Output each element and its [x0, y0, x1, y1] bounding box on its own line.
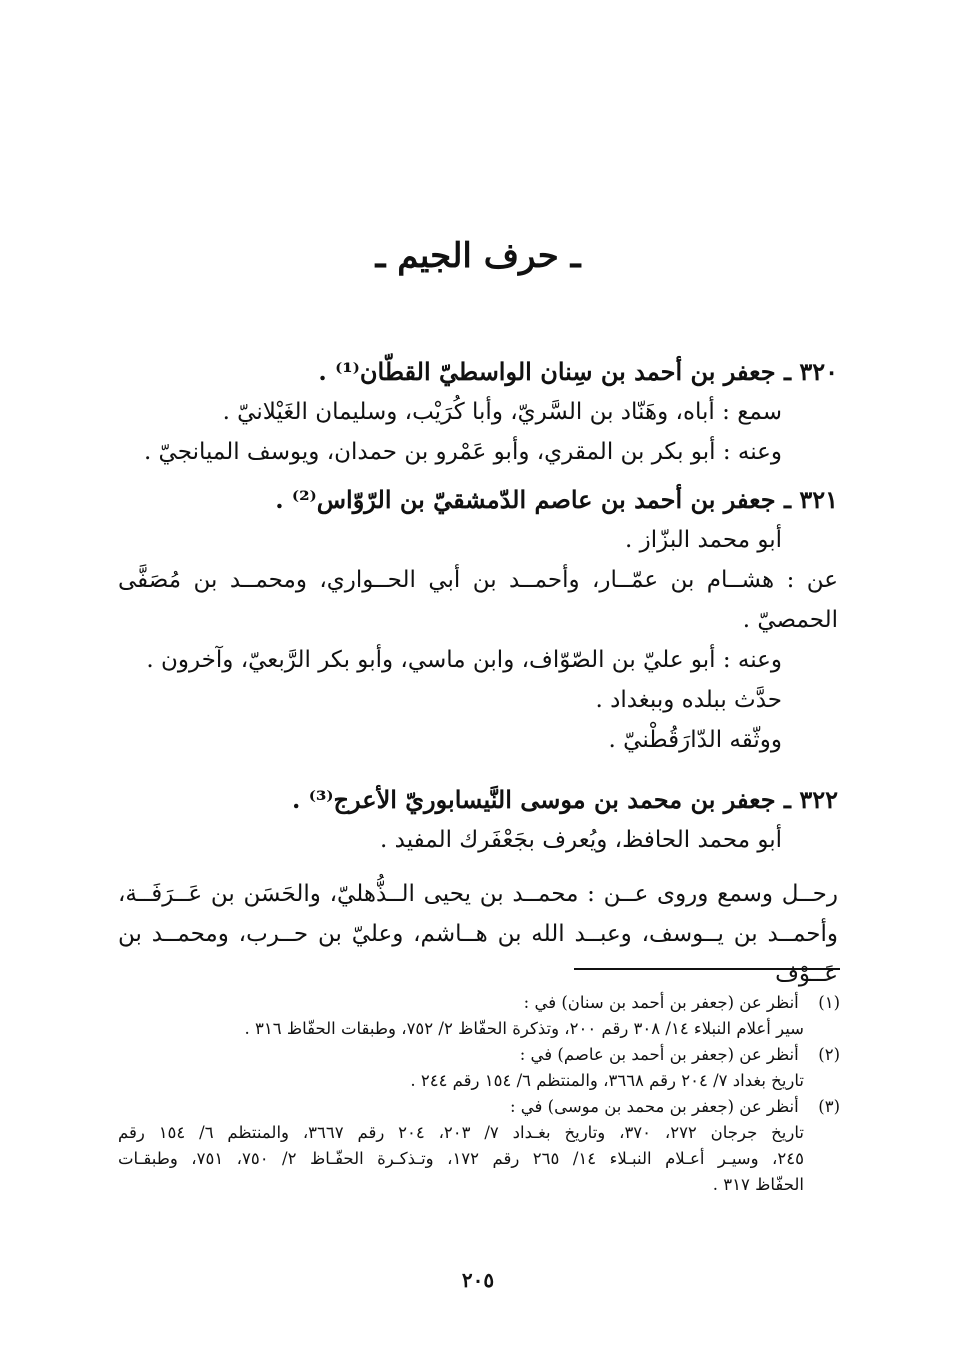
- footnote-source: ٢٤٥، وسيـر أعـلام النبـلاء ١٤/ ٢٦٥ رقم ١٧٢، وتـذكـرة الحفّـاظ ٢/ ٧٥٠، ٧٥١، وطبقـات: [118, 1149, 804, 1168]
- entry-heading: ٣٢١ ـ جعفر بن أحمد بن عاصم الدّمشقيّ بن الرّوّاس⁽²⁾ .: [275, 485, 838, 514]
- footnote-intro: أنظر عن (جعفر بن أحمد بن عاصم) في :: [519, 1045, 799, 1064]
- entry-heading: ٣٢٠ ـ جعفر بن أحمد بن سِنان الواسطيّ القطّان⁽¹⁾ .: [318, 357, 838, 386]
- footnote-source: تاريخ بغداد ٧/ ٢٠٤ رقم ٣٦٦٨، والمنتظم ٦/ ١٥٤ رقم ٢٤٤ .: [410, 1071, 804, 1090]
- footnote-source: الحفّاظ ٣١٧ .: [712, 1175, 804, 1194]
- footnote-number: (١): [818, 993, 840, 1012]
- entry-line: وعنه : أبو عليّ بن الصّوّاف، وابن ماسي، وأبو بكر الرَّبعيّ، وآخرون .: [146, 647, 782, 673]
- footnote-source: سير أعلام النبلاء ١٤/ ٣٠٨ رقم ٢٠٠، وتذكرة الحفّاظ ٢/ ٧٥٢، وطبقات الحفّاظ ٣١٦ .: [244, 1019, 804, 1038]
- entry-line: حدَّث ببلده وببغداد .: [595, 687, 782, 713]
- entry-line: وعنه : أبو بكر بن المقري، وأبو عَمْرو بن حمدان، ويوسف الميانجيّ .: [143, 439, 782, 465]
- entry-heading: ٣٢٢ ـ جعفر بن محمد بن موسى النَّيسابوريّ الأعرج⁽³⁾ .: [291, 785, 838, 814]
- footnote-source: تاريخ جرجان ٢٧٢، ٣٧٠، وتاريخ بغـداد ٧/ ٢٠٣، ٢٠٤ رقم ٣٦٦٧، والمنتظم ٦/ ١٥٤ رقم: [118, 1123, 804, 1142]
- footnote-1: [118, 990, 840, 1016]
- entry-320: [118, 352, 838, 472]
- footnote-2: [118, 1042, 840, 1068]
- entry-321: [118, 480, 838, 760]
- footnote-3: [118, 1094, 840, 1120]
- entry-line: سمع : أباه، وهَنّاد بن السَّريّ، وأبا كُرَيْب، وسليمان الغَيْلانيّ .: [222, 399, 782, 425]
- footnote-number: (٢): [818, 1045, 840, 1064]
- entry-line: أبو محمد البزّاز .: [625, 527, 782, 553]
- entry-line: ووثّقه الدّارَقُطْنيّ .: [608, 727, 782, 753]
- page-number: ٢٠٥: [461, 1268, 495, 1292]
- entry-line: عن : هشــام بن عمّــار، وأحمــد بن أبي الحــواري، ومحمــد بن مُصَفَّى: [118, 567, 838, 593]
- entry-line: وأحمــد بن يــوسف، وعبــد الله بن هــاشم، وعليّ بن حــرب، ومحمــد بن عَــوْف: [118, 921, 838, 987]
- footnote-number: (٣): [818, 1097, 840, 1116]
- entry-322: [118, 780, 838, 994]
- footnote-divider: [574, 968, 840, 970]
- footnote-intro: أنظر عن (جعفر بن أحمد بن سنان) في :: [523, 993, 799, 1012]
- footnotes: [118, 990, 840, 1198]
- entry-line: رحــل وسمع وروى عــن : محمــد بن يحيى الــذُّهليّ، والحَسَن بن عَــرَفَــة،: [118, 881, 838, 907]
- footnote-intro: أنظر عن (جعفر بن محمد بن موسى) في :: [509, 1097, 799, 1116]
- entry-line: الحمصيّ .: [742, 607, 838, 633]
- chapter-title: ـ حرف الجيم ـ: [375, 236, 581, 276]
- entry-line: أبو محمد الحافظ، ويُعرف بجَعْفَرك المفيد .: [380, 827, 782, 853]
